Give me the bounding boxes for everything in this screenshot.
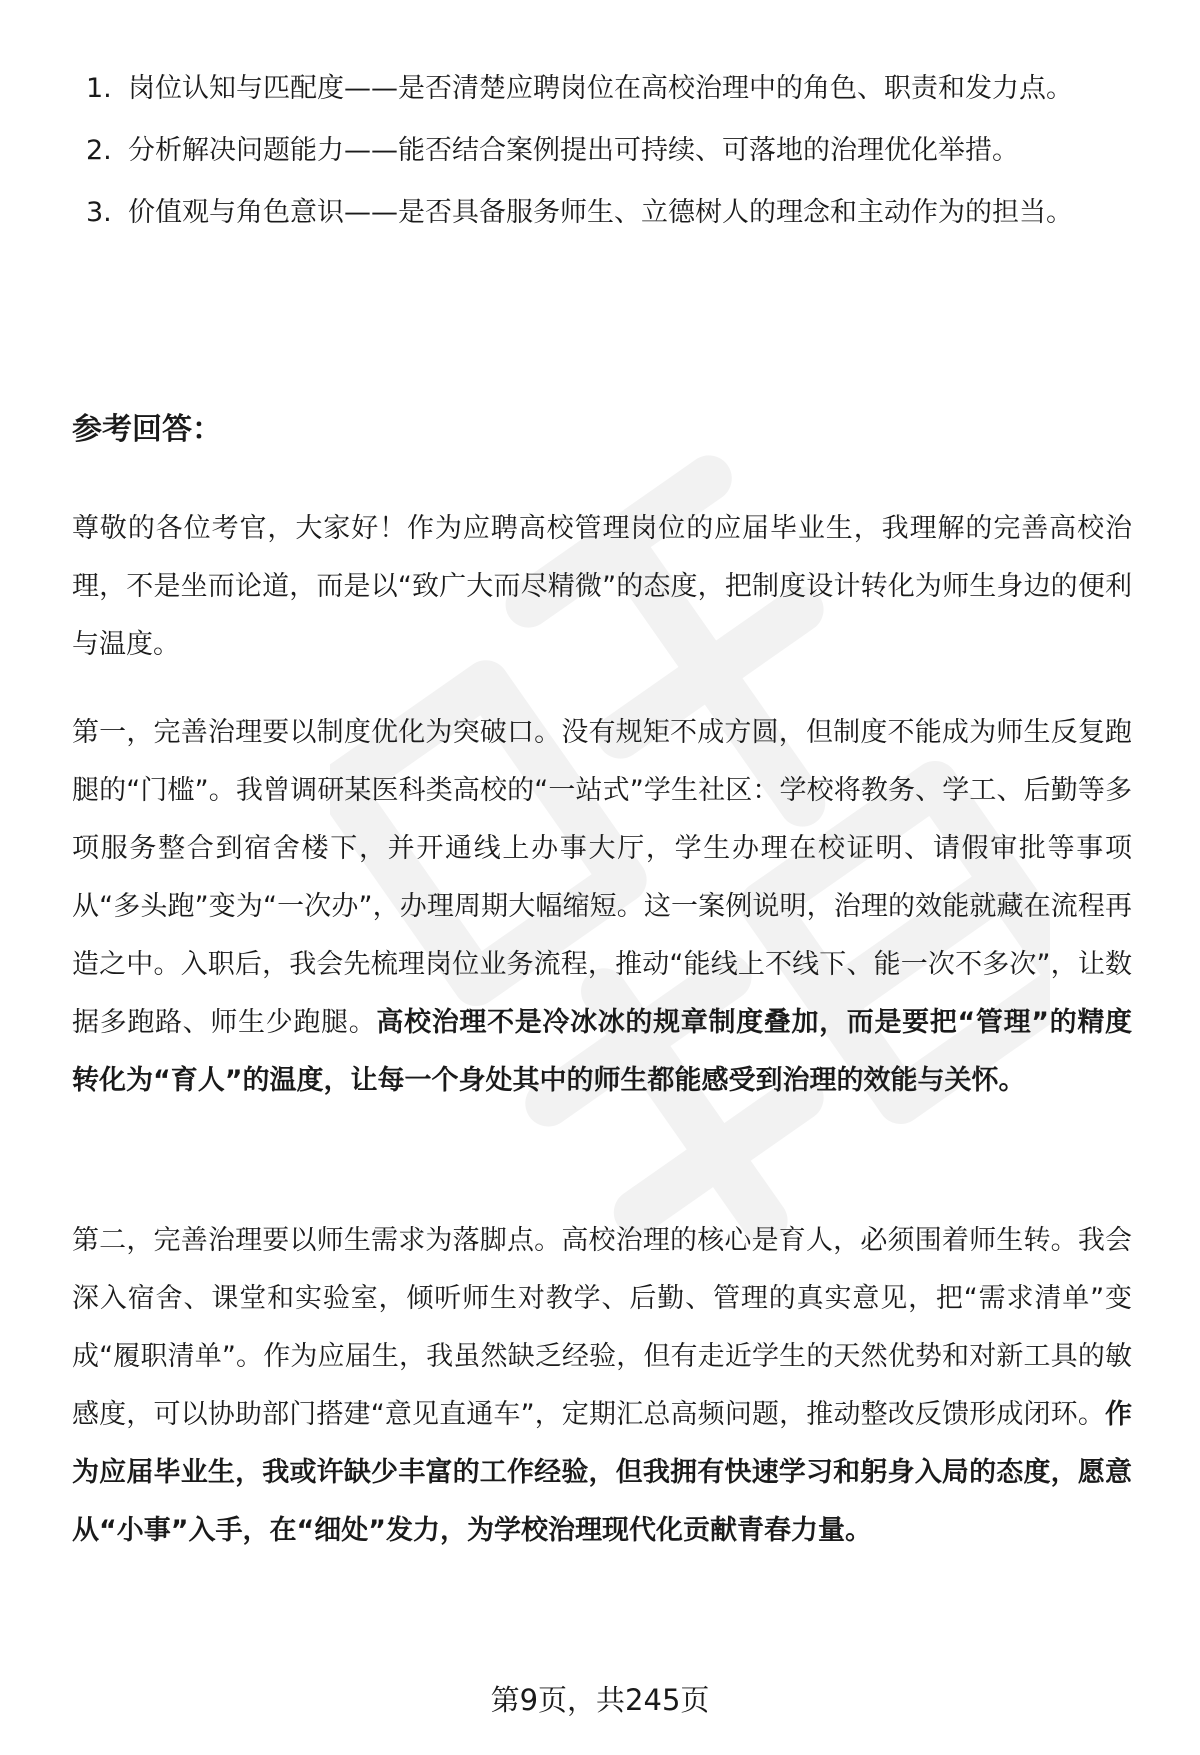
criteria-item: [78, 184, 1138, 242]
criteria-item: [78, 122, 1138, 180]
criteria-number: 3.: [86, 197, 112, 228]
second-point-emphasis: 作为应届毕业生，我或许缺少丰富的工作经验，但我拥有快速学习和躬身入局的态度，愿意从“小事”入手，在“细处”发力，为学校治理现代化贡献青春力量。: [72, 1399, 1132, 1546]
second-point-paragraph: [72, 1212, 1132, 1560]
criteria-number: 2.: [86, 135, 112, 166]
criteria-text: 岗位认知与匹配度——是否清楚应聘岗位在高校治理中的角色、职责和发力点。: [128, 73, 1073, 104]
first-point-paragraph: [72, 704, 1132, 1110]
first-point-text: 第一，完善治理要以制度优化为突破口。没有规矩不成方圆，但制度不能成为师生反复跑腿的“门槛”。我曾调研某医科类高校的“一站式”学生社区：学校将教务、学工、后勤等多项服务整合到宿舍楼下，并开通线上办事大厅，学生办理在校证明、请假审批等事项从“多头跑”变为“一次办”，办理周期大幅缩短。这一案例说明，治理的效能就藏在流程再造之中。入职后，我会先梳理岗位业务流程，推动“能线上不线下、能一次不多次”，让数据多跑路、师生少跑腿。: [72, 717, 1132, 1038]
evaluation-criteria-list: [78, 60, 1138, 246]
page-number-footer: 第9页，共245页: [490, 1683, 710, 1717]
second-point-text: 第二，完善治理要以师生需求为落脚点。高校治理的核心是育人，必须围着师生转。我会深入宿舍、课堂和实验室，倾听师生对教学、后勤、管理的真实意见，把“需求清单”变成“履职清单”。作为应届生，我虽然缺乏经验，但有走近学生的天然优势和对新工具的敏感度，可以协助部门搭建“意见直通车”，定期汇总高频问题，推动整改反馈形成闭环。: [72, 1225, 1132, 1430]
answer-heading: 参考回答：: [72, 412, 222, 447]
criteria-number: 1.: [86, 73, 112, 104]
criteria-text: 价值观与角色意识——是否具备服务师生、立德树人的理念和主动作为的担当。: [128, 197, 1073, 228]
criteria-item: [78, 60, 1138, 118]
first-point-emphasis: 高校治理不是冷冰冰的规章制度叠加，而是要把“管理”的精度转化为“育人”的温度，让每一个身处其中的师生都能感受到治理的效能与关怀。: [72, 1007, 1132, 1096]
intro-paragraph: 尊敬的各位考官，大家好！作为应聘高校管理岗位的应届毕业生，我理解的完善高校治理，不是坐而论道，而是以“致广大而尽精微”的态度，把制度设计转化为师生身边的便利与温度。: [72, 513, 1132, 660]
criteria-text: 分析解决问题能力——能否结合案例提出可持续、可落地的治理优化举措。: [128, 135, 1019, 166]
